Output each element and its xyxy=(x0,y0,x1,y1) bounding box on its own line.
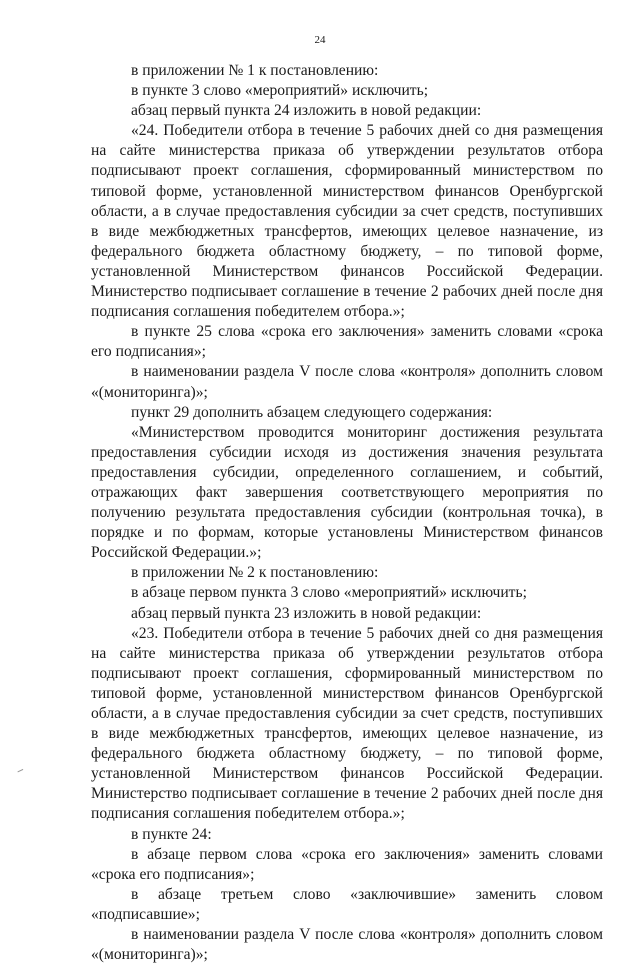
paragraph-item-24-third: в абзаце третьем слово «заключившие» заменить словом «подписавшие»; xyxy=(91,885,603,923)
paragraph-item-29-text: «Министерством проводится мониторинг достижения результата предоставления субсидии исходя из достижения значения результата предоставления субсидии, определенного соглашением, и событий, отражающих факт завершения соответствующего мероприятия по получению результата предоставления субсидии (контрольная точка), в порядке и по формам, которые установлены Министерством финансов Российской Федерации.»; xyxy=(91,423,603,562)
document-body xyxy=(91,61,603,965)
page-number: 24 xyxy=(314,34,326,46)
paragraph-item-3: в пункте 3 слово «мероприятий» исключить; xyxy=(131,82,429,100)
paragraph-section-v-title: в наименовании раздела V после слова «контроля» дополнить словом «(мониторинга)»; xyxy=(91,363,603,401)
paragraph-amend-appendix-1: в приложении № 1 к постановлению: xyxy=(131,62,379,79)
paragraph-item-23-text: «23. Победители отбора в течение 5 рабочих дней со дня размещения на сайте министерства приказа об утверждении результатов отбора подписывают проект соглашения, сформированный министерством по типовой форме, установленной министерством финансов Оренбургской области, а в случае предоставления субсидии за счет средств, поступивших в виде межбюджетных трансфертов, имеющих целевое назначение, из федерального бюджета областному бюджету, – по типовой форме, установленной Министерством финансов Российской Федерации. Министерство подписывает соглашение в течение 2 рабочих дней после дня подписания соглашения победителем отбора.»; xyxy=(91,624,603,823)
paragraph-item-24-header: в пункте 24: xyxy=(131,825,212,843)
paragraph-item-23-intro: абзац первый пункта 23 изложить в новой редакции: xyxy=(131,604,482,622)
paragraph-item-24-first: в абзаце первом слова «срока его заключения» заменить словами «срока его подписания»; xyxy=(91,845,603,883)
paragraph-item-3-first: в абзаце первом пункта 3 слово «мероприятий» исключить; xyxy=(131,584,527,602)
paragraph-item-24-intro: абзац первый пункта 24 изложить в новой редакции: xyxy=(131,102,482,120)
scan-mark xyxy=(17,769,24,775)
paragraph-item-29-intro: пункт 29 дополнить абзацем следующего содержания: xyxy=(131,403,493,421)
paragraph-item-24-text: «24. Победители отбора в течение 5 рабочих дней со дня размещения на сайте министерства приказа об утверждении результатов отбора подписывают проект соглашения, сформированный министерством по типовой форме, установленной министерством финансов Оренбургской области, а в случае предоставления субсидии за счет средств, поступивших в виде межбюджетных трансфертов, имеющих целевое назначение, из федерального бюджета областному бюджету, – по типовой форме, установленной Министерством финансов Российской Федерации. Министерство подписывает соглашение в течение 2 рабочих дней после дня подписания соглашения победителем отбора.»; xyxy=(91,122,603,321)
paragraph-section-v-title-2: в наименовании раздела V после слова «контроля» дополнить словом «(мониторинга)»; xyxy=(91,926,603,964)
paragraph-item-25: в пункте 25 слова «срока его заключения» заменить словами «срока его подписания»; xyxy=(91,323,603,361)
paragraph-amend-appendix-2: в приложении № 2 к постановлению: xyxy=(131,564,379,582)
